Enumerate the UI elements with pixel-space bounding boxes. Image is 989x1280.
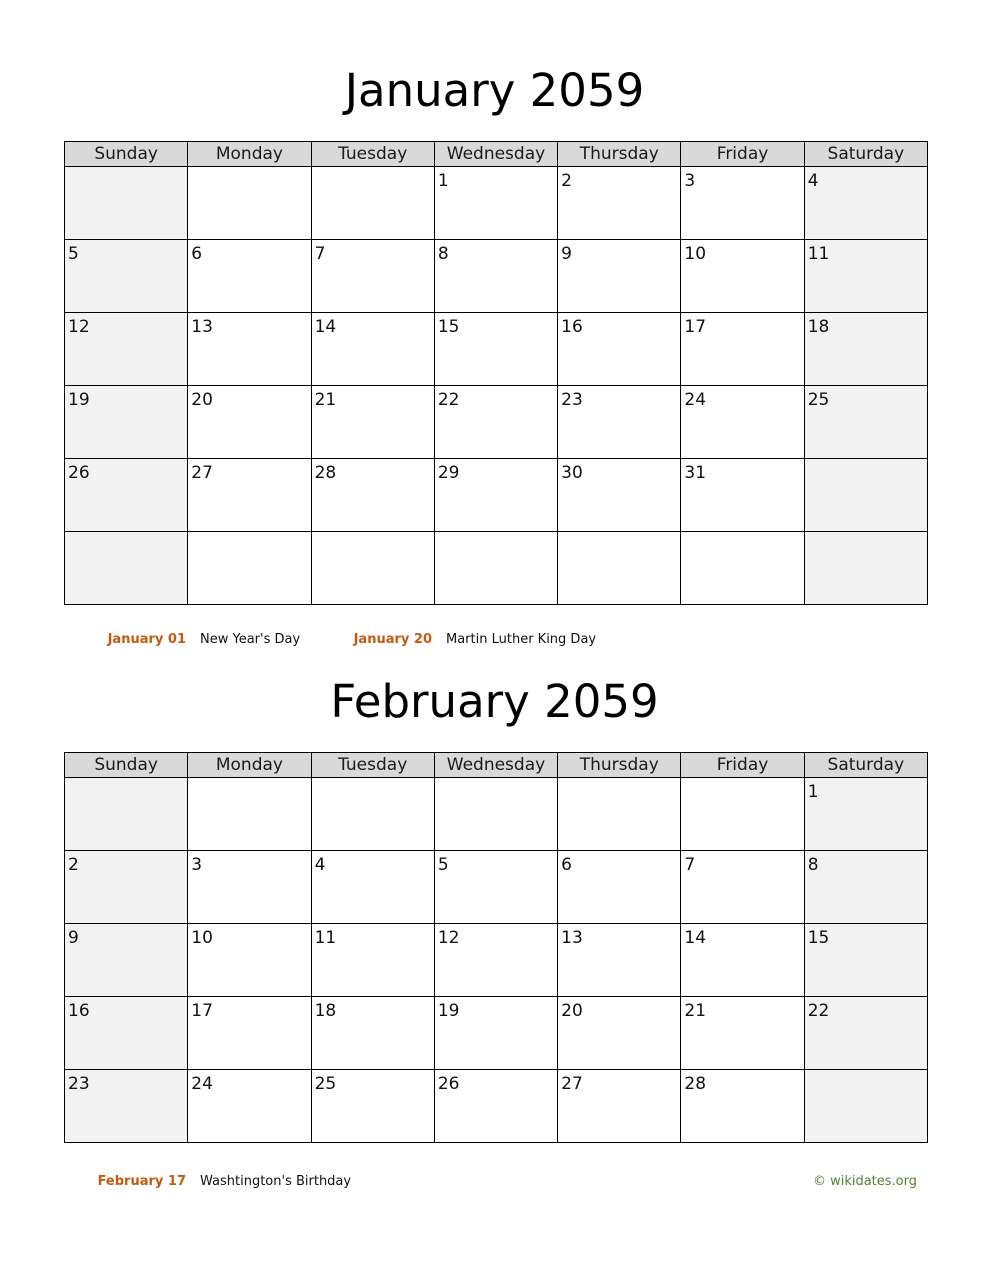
day-cell [558,386,681,459]
week-row [65,386,928,459]
day-cell [434,851,557,924]
day-cell [434,1070,557,1143]
day-number: 3 [191,855,203,875]
day-number: 12 [437,928,460,948]
day-cell [434,532,557,605]
day-cell [434,386,557,459]
day-cell [681,851,804,924]
day-cell [558,924,681,997]
day-cell [311,924,434,997]
day-cell [65,459,188,532]
day-number: 6 [191,244,203,264]
day-cell [804,851,927,924]
day-cell [311,1070,434,1143]
day-cell [681,167,804,240]
day-number [681,778,803,782]
day-cell [188,240,311,313]
week-row [65,167,928,240]
day-number: 4 [807,171,819,191]
day-number: 30 [561,463,583,483]
day-number [805,459,927,463]
day-cell [681,997,804,1070]
day-number: 2 [561,171,572,191]
day-number: 22 [437,390,460,410]
day-number: 10 [191,928,213,948]
day-cell [311,459,434,532]
day-number: 8 [437,244,449,264]
day-cell [804,459,927,532]
day-number: 15 [807,928,830,948]
day-cell [804,997,927,1070]
week-row [65,313,928,386]
day-cell [681,386,804,459]
day-cell [558,532,681,605]
day-number: 25 [807,390,830,410]
day-number: 22 [807,1001,830,1021]
week-row [65,240,928,313]
day-number: 6 [561,855,572,875]
weekday-header: Tuesday [311,142,434,167]
day-number: 18 [807,317,830,337]
holiday-date: January 20 [353,632,432,647]
day-number [188,778,310,782]
day-number [312,532,434,536]
week-row [65,924,928,997]
day-cell [65,167,188,240]
day-number: 24 [684,390,707,410]
day-number: 7 [684,855,696,875]
day-number: 19 [68,390,90,410]
calendar-grid-january [64,141,928,605]
day-cell [681,924,804,997]
day-cell [65,997,188,1070]
day-number [435,778,557,782]
month-title: February 2059 [330,675,659,728]
day-cell [188,532,311,605]
day-number: 24 [191,1074,213,1094]
weekday-header: Wednesday [434,753,557,778]
day-cell [311,851,434,924]
day-number: 3 [684,171,696,191]
day-number: 5 [68,244,79,264]
day-cell [311,532,434,605]
day-cell [804,924,927,997]
weekday-header: Monday [188,753,311,778]
holiday-date: January 01 [107,632,186,647]
day-cell [681,532,804,605]
day-cell [188,1070,311,1143]
day-number: 16 [561,317,583,337]
day-cell [311,313,434,386]
day-cell [434,997,557,1070]
holiday-entry [342,632,596,648]
credit-link[interactable]: © wikidates.org [812,1174,917,1189]
day-number [681,532,803,536]
holiday-name: Washtington's Birthday [200,1174,352,1189]
calendar-grid-february [64,752,928,1143]
day-cell [804,167,927,240]
day-number [805,532,927,536]
week-row [65,532,928,605]
holiday-entry [96,1174,351,1190]
day-cell [681,1070,804,1143]
day-number [65,167,187,171]
day-number: 23 [68,1074,90,1094]
weekday-header: Saturday [804,142,927,167]
day-number: 1 [437,171,449,191]
day-number: 20 [191,390,213,410]
day-cell [434,778,557,851]
day-cell [558,1070,681,1143]
weekday-header: Sunday [65,142,188,167]
day-number: 26 [68,463,90,483]
weekday-header: Monday [188,142,311,167]
weekday-header: Thursday [558,142,681,167]
day-number: 10 [684,244,707,264]
day-cell [311,997,434,1070]
week-row [65,778,928,851]
holiday-date: February 17 [97,1174,186,1189]
day-cell [188,167,311,240]
day-number: 8 [807,855,819,875]
day-number: 14 [684,928,707,948]
day-cell [804,386,927,459]
day-cell [434,924,557,997]
day-number: 5 [437,855,449,875]
day-number: 13 [561,928,583,948]
day-number: 1 [807,782,819,802]
day-number [65,778,187,782]
day-cell [558,778,681,851]
day-cell [65,1070,188,1143]
day-cell [558,851,681,924]
day-cell [558,459,681,532]
weekday-header-row [65,142,928,167]
day-number [188,167,310,171]
day-cell [804,240,927,313]
day-number: 9 [68,928,79,948]
day-cell [65,924,188,997]
day-number [558,532,680,536]
day-cell [804,313,927,386]
month-title: January 2059 [344,64,645,117]
day-cell [188,778,311,851]
day-number: 27 [561,1074,583,1094]
day-cell [65,851,188,924]
weekday-header: Thursday [558,753,681,778]
day-number: 21 [314,390,337,410]
day-number: 26 [437,1074,460,1094]
day-number [435,532,557,536]
day-cell [188,459,311,532]
day-number [65,532,187,536]
day-cell [681,778,804,851]
day-cell [65,532,188,605]
day-cell [804,778,927,851]
day-number: 25 [314,1074,337,1094]
day-number: 31 [684,463,707,483]
day-number [188,532,310,536]
day-number [805,1070,927,1074]
day-cell [311,778,434,851]
day-number: 16 [68,1001,90,1021]
day-cell [558,240,681,313]
day-cell [311,240,434,313]
day-number: 21 [684,1001,707,1021]
day-cell [311,167,434,240]
day-number: 27 [191,463,213,483]
holiday-name: Martin Luther King Day [446,632,597,647]
weekday-header-row [65,753,928,778]
day-number: 4 [314,855,326,875]
day-cell [65,386,188,459]
weekday-header: Sunday [65,753,188,778]
day-cell [804,532,927,605]
day-number: 15 [437,317,460,337]
day-cell [558,313,681,386]
day-number: 14 [314,317,337,337]
day-number: 29 [437,463,460,483]
day-cell [311,386,434,459]
week-row [65,459,928,532]
week-row [65,997,928,1070]
day-cell [804,1070,927,1143]
day-cell [681,313,804,386]
day-cell [558,167,681,240]
day-cell [681,240,804,313]
day-number: 28 [684,1074,707,1094]
day-number [312,167,434,171]
day-cell [65,240,188,313]
day-number: 28 [314,463,337,483]
day-cell [434,167,557,240]
day-cell [188,386,311,459]
day-number: 9 [561,244,572,264]
day-number: 17 [191,1001,213,1021]
weekday-header: Tuesday [311,753,434,778]
day-cell [65,778,188,851]
weekday-header: Friday [681,753,804,778]
day-cell [558,997,681,1070]
weekday-header: Wednesday [434,142,557,167]
day-number: 17 [684,317,707,337]
day-number [312,778,434,782]
day-number: 20 [561,1001,583,1021]
day-cell [188,313,311,386]
day-number: 7 [314,244,326,264]
day-cell [188,851,311,924]
day-cell [434,313,557,386]
day-cell [65,313,188,386]
weekday-header: Friday [681,142,804,167]
week-row [65,851,928,924]
weekday-header: Saturday [804,753,927,778]
day-cell [188,997,311,1070]
day-number: 11 [807,244,830,264]
day-number: 18 [314,1001,337,1021]
day-cell [434,459,557,532]
day-cell [188,924,311,997]
day-number: 23 [561,390,583,410]
day-number: 11 [314,928,337,948]
day-number: 12 [68,317,90,337]
day-number: 13 [191,317,213,337]
day-cell [681,459,804,532]
holiday-name: New Year's Day [200,632,301,647]
holiday-entry [96,632,300,648]
day-number [558,778,680,782]
day-number: 2 [68,855,79,875]
day-cell [434,240,557,313]
day-number: 19 [437,1001,460,1021]
week-row [65,1070,928,1143]
